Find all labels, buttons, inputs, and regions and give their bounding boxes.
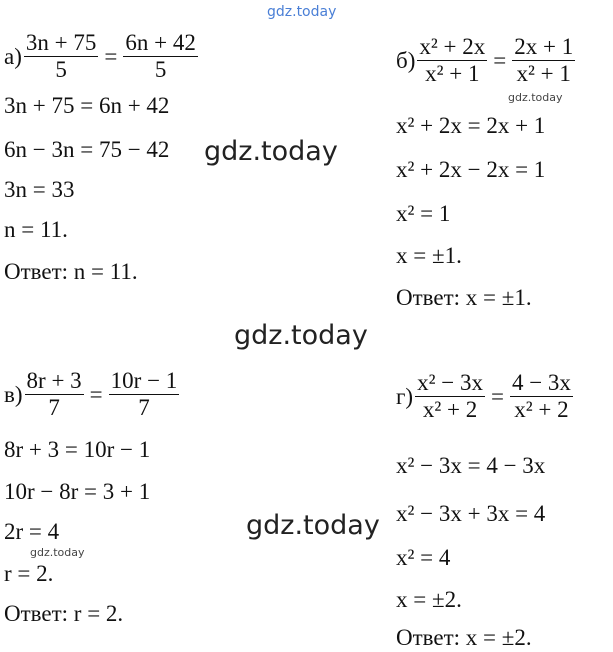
watermark-inline-g: gdz.today (246, 510, 380, 541)
fraction-denominator: x² + 1 (516, 61, 571, 86)
watermark-small-b: gdz.today (508, 91, 563, 104)
problem-g-step-4: x = ±2. (396, 587, 462, 612)
answer-value: r = 2. (73, 601, 124, 626)
problem-b-label: б) (396, 47, 416, 73)
answer-label: Ответ: (396, 285, 461, 310)
watermark-small-v: gdz.today (30, 546, 85, 559)
problem-a-step-4: n = 11. (4, 217, 68, 242)
equals-sign: = (89, 381, 103, 407)
problem-b-step-4: x = ±1. (396, 243, 462, 268)
fraction-denominator: 7 (48, 395, 60, 420)
answer-label: Ответ: (4, 259, 69, 284)
problem-v-answer (4, 600, 123, 628)
problem-g-answer (396, 624, 532, 652)
problem-b-rhs-fraction (512, 34, 575, 87)
problem-g-step-3: x² = 4 (396, 545, 451, 570)
fraction-numerator: x² + 2x (419, 34, 486, 59)
fraction-denominator: x² + 2 (514, 397, 569, 422)
watermark-top: gdz.today (267, 4, 337, 20)
problem-g-lhs-fraction (415, 370, 485, 423)
problem-a-equation (4, 30, 198, 83)
problem-g-equation (396, 370, 573, 423)
problem-b-step-1: x² + 2x = 2x + 1 (396, 113, 546, 138)
problem-b-step-3: x² = 1 (396, 201, 451, 226)
fraction-numerator: 8r + 3 (26, 368, 82, 393)
problem-a-label: а) (4, 43, 22, 69)
answer-label: Ответ: (396, 625, 461, 650)
problem-v-equation (4, 368, 179, 421)
problem-a-rhs-fraction (123, 30, 197, 83)
problem-b-step-2: x² + 2x − 2x = 1 (396, 157, 546, 182)
problem-a-step-1: 3n + 75 = 6n + 42 (4, 93, 170, 118)
answer-value: n = 11. (73, 259, 138, 284)
problem-g-step-2: x² − 3x + 3x = 4 (396, 501, 546, 526)
problem-g-label: г) (396, 383, 414, 409)
fraction-denominator: x² + 2 (422, 397, 478, 422)
problem-v-lhs-fraction (25, 368, 84, 421)
problem-v-label: в) (4, 381, 23, 407)
fraction-numerator: 4 − 3x (511, 370, 571, 395)
fraction-numerator: 6n + 42 (125, 30, 196, 55)
problem-a-step-3: 3n = 33 (4, 177, 75, 202)
fraction-numerator: 3n + 75 (25, 30, 97, 55)
fraction-denominator: 7 (138, 395, 150, 420)
fraction-denominator: 5 (55, 57, 67, 82)
problem-v-step-4: r = 2. (4, 561, 54, 586)
problem-b-answer (396, 284, 532, 312)
answer-value: x = ±1. (465, 285, 532, 310)
answer-label: Ответ: (4, 601, 69, 626)
problem-b-lhs-fraction (417, 34, 487, 87)
problem-b-equation (396, 34, 575, 87)
answer-value: x = ±2. (465, 625, 532, 650)
equals-sign: = (104, 43, 118, 69)
problem-a-answer (4, 258, 138, 286)
watermark-center: gdz.today (234, 320, 368, 351)
problem-v-step-2: 10r − 8r = 3 + 1 (4, 479, 151, 504)
problem-v-step-1: 8r + 3 = 10r − 1 (4, 437, 151, 462)
fraction-denominator: 5 (154, 57, 167, 82)
fraction-numerator: 2x + 1 (514, 34, 574, 59)
problem-v-rhs-fraction (109, 368, 180, 421)
problem-g-rhs-fraction (510, 370, 573, 423)
fraction-numerator: 10r − 1 (110, 368, 178, 393)
problem-g-step-1: x² − 3x = 4 − 3x (396, 453, 546, 478)
fraction-denominator: x² + 1 (425, 61, 480, 86)
problem-a-lhs-fraction (24, 30, 98, 83)
problem-v-step-3: 2r = 4 (4, 519, 60, 544)
problem-a-step-2: 6n − 3n = 75 − 42 (4, 137, 170, 162)
equals-sign: = (490, 383, 504, 409)
fraction-numerator: x² − 3x (417, 370, 483, 395)
watermark-inline-a: gdz.today (204, 136, 338, 167)
equals-sign: = (493, 47, 507, 73)
